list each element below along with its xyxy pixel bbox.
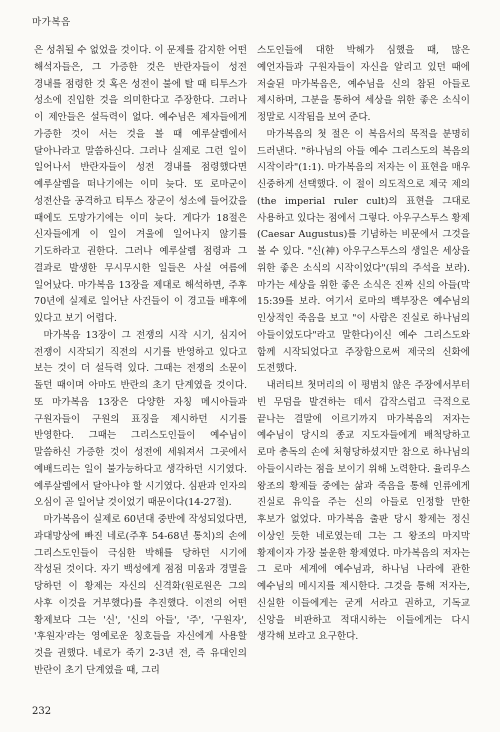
running-head: 마가복음 <box>32 17 71 28</box>
page-number: 232 <box>32 706 52 717</box>
paragraph: 마가복음 13장이 그 전쟁의 시작 시기, 심지어 전쟁이 시작되기 직전의 시기를 반영하고 있다고 보는 것이 더 설득력 있다. 그때는 전쟁의 소문이 돌던 때이며 아마도 반란의 초기 단계였을 것이다. 또 마가복음 13장은 다양한 자칭 메시아들과 구원자들이 구원의 표징을 제시하던 시기를 반영한다. 그때는 그리스도인들이 예수님이 말씀하신 가증한 것이 성전에 세워져서 그곳에서 예배드리는 일이 불가능하다고 생각하던 시기였다. 예루살렘에서 달아나야 할 시기였다. 심판과 인자의 오심이 곧 일어날 것이었기 때문이다(14-27절). <box>34 329 247 509</box>
left-column <box>34 43 247 680</box>
paragraph: 마가복음이 실제로 60년대 중반에 작성되었다면, 과대망상에 빠진 네로(주후 54-68년 통치)의 손에 그리스도인들이 극심한 박해를 당하던 시기에 작성된 것이다. 자기 백성에게 점점 미움과 경멸을 당하던 이 황제는 자신의 신격화(원로원은 그의 사후 이것을 거부했다)를 추진했다. 이전의 어떤 황제보다 그는 '신', '신의 아들', '주', '구원자', '후원자'라는 영예로운 칭호들을 자신에게 사용할 것을 권했다. 네로가 죽기 2-3년 전, 즉 유대인의 반란이 초기 단계였을 때, 그리 <box>34 514 247 676</box>
paragraph: 은 성취될 수 없었을 것이다. 이 문제를 감지한 어떤 해석자들은, 그 가증한 것은 반란자들이 성전 경내를 점령한 것 혹은 성전이 불에 탈 때 티투스가 성소에 진입한 것을 의미한다고 주장한다. 그러나 이 제안들은 설득력이 없다. 예수님은 제자들에게 가증한 것이 서는 것을 볼 때 예루살렘에서 달아나라고 말씀하신다. 그러나 실제로 그런 일이 일어나서 반란자들이 성전 경내를 점령했다면 예루살렘을 떠나기에는 이미 늦다. 또 로마군이 성전산을 공격하고 티투스 장군이 성소에 들어갔을 때에도 도망가기에는 이미 늦다. 게다가 18절은 신자들에게 이 일이 겨울에 일어나지 않기를 기도하라고 권한다. 그러나 예루살렘 점령과 그 결과로 발생한 무시무시한 일들은 사실 여름에 일어났다. 마가복음 13장을 제대로 해석하면, 주후 70년에 실제로 일어난 사건들이 이 경고들 배후에 있다고 보기 어렵다. <box>34 45 247 324</box>
paragraph: 마가복음의 첫 절은 이 복음서의 목적을 분명히 드러낸다. "하나님의 아들 예수 그리스도의 복음의 시작이라"(1:1). 마가복음의 저자는 이 표현을 매우 신중하게 선택했다. 이 절이 의도적으로 제국 제의(the imperial ruler cult)의 표현을 그대로 사용하고 있다는 점에서 그렇다. 아우구스투스 황제(Caesar Augustus)를 기념하는 비문에서 그것을 볼 수 있다. "신(神) 아우구스투스의 생일은 세상을 위한 좋은 소식의 시작이었다"(뒤의 주석을 보라). 마가는 세상을 위한 좋은 소식은 진짜 신의 아들(막 15:39를 보라. 여기서 로마의 백부장은 예수님의 인상적인 죽음을 보고 "이 사람은 진실로 하나님의 아들이었도다"라고 말한다)이신 예수 그리스도와 함께 시작되었다고 주장함으로써 제국의 신화에 도전했다. <box>257 128 470 375</box>
right-column <box>257 43 470 646</box>
paragraph: 스도인들에 대한 박해가 심했을 때, 많은 예언자들과 구원자들이 자신을 알리고 있던 때에 저술된 마가복음은, 예수님을 신의 참된 아들로 제시하며, 그분을 통하여 세상을 위한 좋은 소식이 정말로 시작됨을 보여 준다. <box>257 45 470 123</box>
paragraph: 내러티브 첫머리의 이 평범치 않은 주장에서부터 빈 무덤을 발견하는 데서 갑작스럽고 극적으로 끝나는 결말에 이르기까지 마가복음의 저자는 예수님이 당시의 종교 지도자들에게 배척당하고 로마 총독의 손에 처형당하셨지만 참으로 하나님의 아들이시라는 점을 보이기 위해 노력한다. 율리우스 왕조의 황제들 중에는 삶과 죽음을 통해 인류에게 진실로 유익을 주는 신의 아들로 인정할 만한 후보가 없었다. 마가복음 출판 당시 황제는 정신 이상인 듯한 네로였는데 그는 그 왕조의 마지막 황제이자 가장 불운한 황제였다. 마가복음의 저자는 그 로마 세계에 예수님과, 하나님 나라에 관한 예수님의 메시지를 제시한다. 그것을 통해 저자는, 신실한 이들에게는 굳게 서라고 권하고, 기독교 신앙을 비판하고 적대시하는 이들에게는 다시 생각해 보라고 요구한다. <box>257 380 470 643</box>
